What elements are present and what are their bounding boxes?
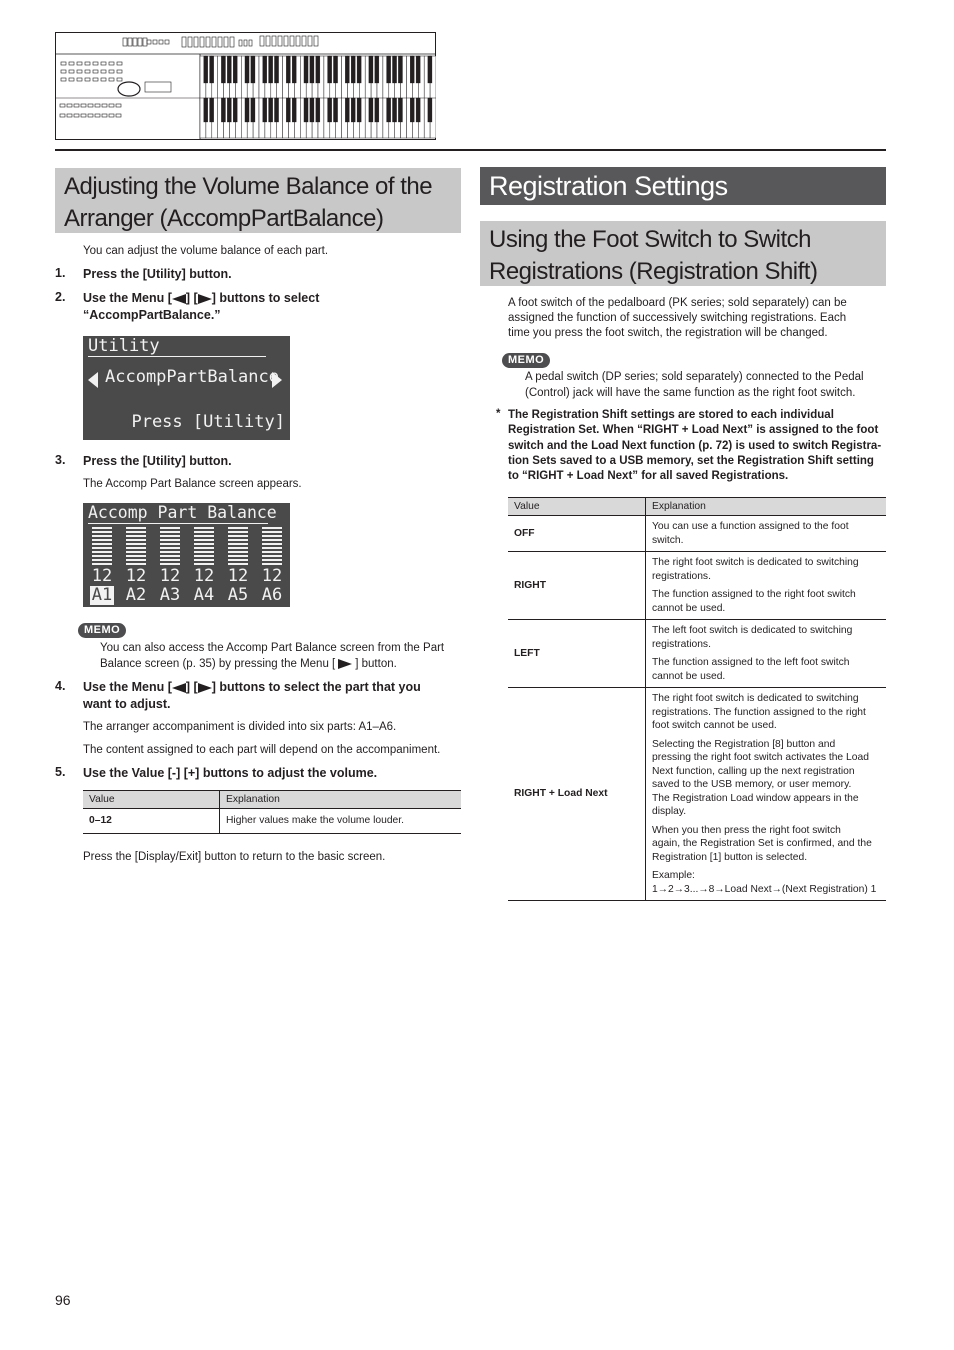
- step-text-part: ] [: [185, 680, 198, 694]
- table-cell-explanation: [646, 552, 887, 620]
- lcd-fader-value: 12: [227, 566, 249, 586]
- table-cell-explanation: [646, 620, 887, 688]
- explanation-line: again, the Registration Set is confirmed, and the: [652, 838, 872, 849]
- explanation-line: pressing the right foot switch activates the Load: [652, 752, 869, 763]
- explanation-line: cannot be used.: [652, 670, 726, 682]
- explanation-paragraph: [652, 824, 880, 865]
- explanation-line: 1→2→3...→8→Load Next→(Next Registration) 1: [652, 883, 877, 895]
- step-text: Press the [Utility] button.: [83, 267, 232, 281]
- explanation-line: switch.: [652, 534, 684, 546]
- section-heading-accomp-part-balance: [55, 168, 461, 233]
- lcd-part-label: A6: [261, 585, 283, 605]
- menu-right-arrow-icon: [338, 659, 352, 669]
- lcd-fader-value: 12: [159, 566, 181, 586]
- menu-right-arrow-icon: [198, 294, 212, 304]
- step-text: Use the Value [-] [+] buttons to adjust the volume.: [83, 766, 378, 780]
- explanation-line: The function assigned to the right foot switch: [652, 589, 856, 600]
- section-heading-registration-shift: [480, 221, 886, 286]
- lcd-fader-bar: [160, 527, 180, 567]
- lcd-fader-value: 12: [261, 566, 283, 586]
- explanation-line: cannot be used.: [652, 602, 726, 614]
- table-row: [508, 620, 886, 688]
- table-row: [508, 552, 886, 620]
- lcd-accomp-part-balance-screen: [83, 503, 290, 607]
- lcd-fader-value: 12: [91, 566, 113, 586]
- explanation-line: registrations. The function assigned to the right: [652, 706, 866, 718]
- explanation-paragraph: [652, 738, 880, 819]
- intro-line: assigned the function of successively switching registrations. Each: [508, 312, 847, 325]
- explanation-line: Example:: [652, 870, 695, 881]
- table-header: Explanation: [646, 498, 887, 516]
- table-header: Value: [508, 498, 646, 516]
- note-line: switch and the Load Next function (p. 72) is used to switch Registra-: [508, 439, 882, 452]
- explanation-line: The right foot switch is dedicated to switching: [652, 693, 859, 704]
- step-number: 2.: [55, 290, 66, 304]
- volume-value-table: [83, 790, 461, 834]
- footer-note: Press the [Display/Exit] button to return to the basic screen.: [83, 851, 386, 863]
- intro-line: A foot switch of the pedalboard (PK series; sold separately) can be: [508, 297, 847, 309]
- lcd-part-label: A5: [227, 585, 249, 605]
- step-note: The Accomp Part Balance screen appears.: [83, 478, 302, 490]
- lcd-fader-bar: [228, 527, 248, 567]
- table-header-row: [83, 791, 461, 809]
- explanation-line: display.: [652, 806, 687, 817]
- step-text: [83, 290, 453, 324]
- table-cell-explanation: Higher values make the volume louder.: [220, 809, 462, 834]
- explanation-paragraph: [652, 656, 880, 683]
- step-text-part: Use the Menu [: [83, 680, 172, 694]
- lcd-fader-bar: [194, 527, 214, 567]
- lcd-part-label: A2: [125, 585, 147, 605]
- organ-panel-illustration: [55, 32, 436, 140]
- table-header: Explanation: [220, 791, 462, 809]
- lcd-title: Accomp Part Balance: [88, 503, 277, 522]
- lcd-divider: [88, 356, 266, 357]
- lcd-fader-value: 12: [125, 566, 147, 586]
- explanation-line: registrations.: [652, 570, 711, 582]
- step-text-part: ] buttons to select: [211, 291, 320, 305]
- explanation-line: saved to the USB memory, or user memory.: [652, 779, 852, 790]
- table-cell-explanation: [646, 688, 887, 901]
- section-title-registration-settings: [480, 167, 886, 205]
- explanation-paragraph: [652, 624, 880, 651]
- table-cell-explanation: [646, 516, 887, 552]
- lcd-title: Utility: [88, 336, 160, 356]
- memo-badge: MEMO: [502, 353, 550, 368]
- step-text-part: want to adjust.: [83, 697, 171, 711]
- table-row: [83, 809, 461, 834]
- explanation-paragraph: [652, 692, 880, 733]
- step-text: [83, 679, 461, 713]
- memo-line: A pedal switch (DP series; sold separately) connected to the Pedal: [525, 371, 864, 383]
- registration-shift-table: [508, 497, 886, 901]
- memo-badge: MEMO: [78, 623, 126, 638]
- menu-left-arrow-icon: [172, 294, 186, 304]
- menu-right-arrow-icon: [198, 683, 212, 693]
- memo-line: Balance screen (p. 35) by pressing the Menu [: [100, 658, 336, 670]
- table-header: Value: [83, 791, 220, 809]
- intro-text: [508, 296, 886, 342]
- explanation-line: Registration [1] button is selected.: [652, 851, 808, 863]
- table-cell-value: RIGHT + Load Next: [508, 688, 646, 901]
- explanation-line: You can use a function assigned to the foot: [652, 521, 849, 532]
- lcd-press-hint: Press [Utility]: [131, 412, 285, 432]
- table-row: [508, 688, 886, 901]
- table-cell-value: OFF: [508, 516, 646, 552]
- note-asterisk: *: [496, 408, 501, 420]
- lcd-part-label: A4: [193, 585, 215, 605]
- page-number: 96: [55, 1292, 71, 1308]
- step-text-part: Use the Menu [: [83, 291, 172, 305]
- step-text: Press the [Utility] button.: [83, 454, 232, 468]
- note-line: The Registration Shift settings are stored to each individual: [508, 409, 834, 421]
- table-row: [508, 516, 886, 552]
- lcd-left-arrow-icon: [88, 369, 99, 387]
- step-text-part: ] [: [185, 291, 198, 305]
- step-note: The arranger accompaniment is divided into six parts: A1–A6.: [83, 721, 397, 733]
- lcd-part-label: A3: [159, 585, 181, 605]
- memo-line: You can also access the Accomp Part Balance screen from the Part: [100, 642, 445, 654]
- step-number: 1.: [55, 266, 66, 280]
- lcd-right-arrow-icon: [272, 369, 283, 387]
- explanation-line: The left foot switch is dedicated to switching: [652, 625, 853, 636]
- memo-line: ] button.: [355, 658, 397, 670]
- note-line: Registration Set. When “RIGHT + Load Next” is assigned to the foot: [508, 424, 879, 437]
- memo-text: [100, 640, 460, 672]
- intro-text: You can adjust the volume balance of each part.: [83, 245, 329, 257]
- explanation-paragraph: [652, 588, 880, 615]
- explanation-line: Next function, calling up the next registration: [652, 765, 855, 777]
- step-number: 5.: [55, 765, 66, 779]
- table-cell-value: 0–12: [83, 809, 220, 834]
- explanation-line: Selecting the Registration [8] button and: [652, 738, 836, 750]
- menu-left-arrow-icon: [172, 683, 186, 693]
- table-cell-value: RIGHT: [508, 552, 646, 620]
- lcd-part-label: A1: [91, 585, 113, 605]
- step-text-part: “AccompPartBalance.”: [83, 308, 221, 322]
- table-header-row: [508, 498, 886, 516]
- step-text-part: ] buttons to select the part that you: [211, 680, 421, 694]
- explanation-line: foot switch cannot be used.: [652, 720, 777, 731]
- memo-text: [525, 370, 885, 401]
- memo-line: (Control) jack will have the same function as the right foot switch.: [525, 386, 856, 399]
- lcd-item: AccompPartBalance: [105, 367, 279, 387]
- top-rule: [55, 149, 886, 151]
- lcd-divider: [88, 523, 268, 524]
- lcd-fader-bar: [92, 527, 112, 567]
- lcd-fader-bar: [262, 527, 282, 567]
- step-number: 4.: [55, 679, 66, 693]
- explanation-paragraph: [652, 520, 880, 547]
- lcd-utility-screen: [83, 336, 290, 440]
- explanation-line: The right foot switch is dedicated to switching: [652, 557, 859, 568]
- explanation-paragraph: [652, 869, 880, 896]
- heading-text: Using the Foot Switch to Switch Registrations (Registration Shift): [489, 226, 818, 285]
- note-line: to “RIGHT + Load Next” for all saved Registrations.: [508, 470, 789, 483]
- intro-line: time you press the foot switch, the registration will be changed.: [508, 327, 828, 340]
- explanation-line: When you then press the right foot switch: [652, 824, 841, 836]
- explanation-line: The Registration Load window appears in the: [652, 792, 859, 804]
- step-note: The content assigned to each part will depend on the accompaniment.: [83, 744, 441, 756]
- section-title-text: Registration Settings: [489, 171, 728, 201]
- note-line: tion Sets saved to a USB memory, set the Registration Shift setting: [508, 454, 874, 467]
- lcd-fader-value: 12: [193, 566, 215, 586]
- table-cell-value: LEFT: [508, 620, 646, 688]
- heading-text: Adjusting the Volume Balance of the Arranger (AccompPartBalance): [64, 173, 433, 232]
- note-text: [508, 408, 888, 484]
- explanation-paragraph: [652, 556, 880, 583]
- explanation-line: registrations.: [652, 638, 711, 650]
- lcd-fader-bar: [126, 527, 146, 567]
- step-number: 3.: [55, 453, 66, 467]
- explanation-line: The function assigned to the left foot switch: [652, 657, 850, 668]
